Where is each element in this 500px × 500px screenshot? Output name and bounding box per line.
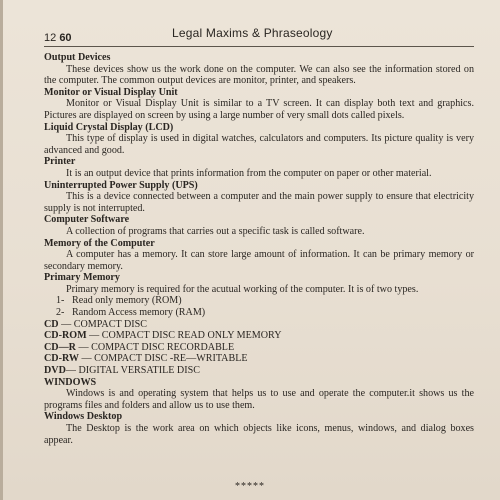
abbreviation-line [44,342,474,354]
section-heading: WINDOWS [44,376,97,388]
abbreviation-line [44,365,474,377]
page-number-value: 60 [59,32,72,44]
end-of-section-stars: ***** [235,481,265,492]
running-title: Legal Maxims & Phraseology [172,26,333,40]
abbreviation: CD-RW [44,353,79,365]
section-paragraph: Primary memory is required for the acutual working of the computer. It is of two types. [66,283,419,295]
page-header [44,26,474,46]
page-number [44,32,72,44]
abbreviation: DVD [44,365,66,377]
section-heading: Primary Memory [44,272,120,284]
section-paragraph: Monitor or Visual Display Unit is similar to a TV screen. It can display both text and graphics. Pictures are displayed on screen by using a large number of very small dots called pixels. [44,98,474,121]
abbreviation-line [44,353,474,365]
section-paragraph: These devices show us the work done on the computer. We can also see the information stored on the computer. The common output devices are monitor, printer, and speakers. [44,63,474,87]
section-heading: Liquid Crystal Display (LCD) [44,121,174,133]
section-heading: Memory of the Computer [44,237,155,249]
list-item [44,307,474,319]
abbreviation: CD-ROM [44,330,87,342]
abbreviation-meaning: — COMPACT DISC [58,318,147,330]
section-heading: Uninterrupted Power Supply (UPS) [44,179,198,191]
list-item-text: Read only memory (ROM) [72,295,182,307]
section-paragraph: This type of display is used in digital watches, calculators and computers. Its picture quality is very advanced and good. [44,133,474,156]
abbreviation-line [44,330,474,342]
header-rule [44,46,474,47]
section-paragraph: The Desktop is the work area on which objects like icons, menus, windows, and dialog boxes appear. [44,423,474,446]
section-heading: Printer [44,156,76,168]
page-body [44,52,474,446]
section-heading: Monitor or Visual Display Unit [44,86,178,98]
section-paragraph: A computer has a memory. It can store large amount of information. It can be primary memory or secondary memory. [44,249,474,272]
section-heading: Output Devices [44,52,111,63]
section-paragraph: Windows is and operating system that helps us to use and operate the computer.it shows us the programs files and folders and allow us to use them. [44,388,474,411]
page-binding-edge [0,0,3,500]
section-heading: Computer Software [44,214,130,226]
list-item [44,295,474,307]
abbreviation-meaning: — DIGITAL VERSATILE DISC [65,365,200,377]
list-item-number: 2- [56,307,65,319]
page-number-prefix: 12 [44,32,57,44]
abbreviation-meaning: — COMPACT DISC READ ONLY MEMORY [86,330,282,342]
section-paragraph: This is a device connected between a computer and the main power supply to ensure that electricity supply is not interrupted. [44,191,474,214]
abbreviation-meaning: — COMPACT DISC -RE—WRITABLE [78,353,248,365]
abbreviation-line [44,319,474,331]
section-paragraph: It is an output device that prints information from the computer on paper or other material. [66,167,432,179]
abbreviation: CD [44,318,59,330]
section-heading: Windows Desktop [44,411,123,423]
section-paragraph: A collection of programs that carries out a specific task is called software. [66,225,365,237]
list-item-text: Random Access memory (RAM) [72,307,206,319]
abbreviation: CD—R [44,341,76,353]
list-item-number: 1- [56,295,65,307]
abbreviation-meaning: — COMPACT DISC RECORDABLE [75,341,235,353]
